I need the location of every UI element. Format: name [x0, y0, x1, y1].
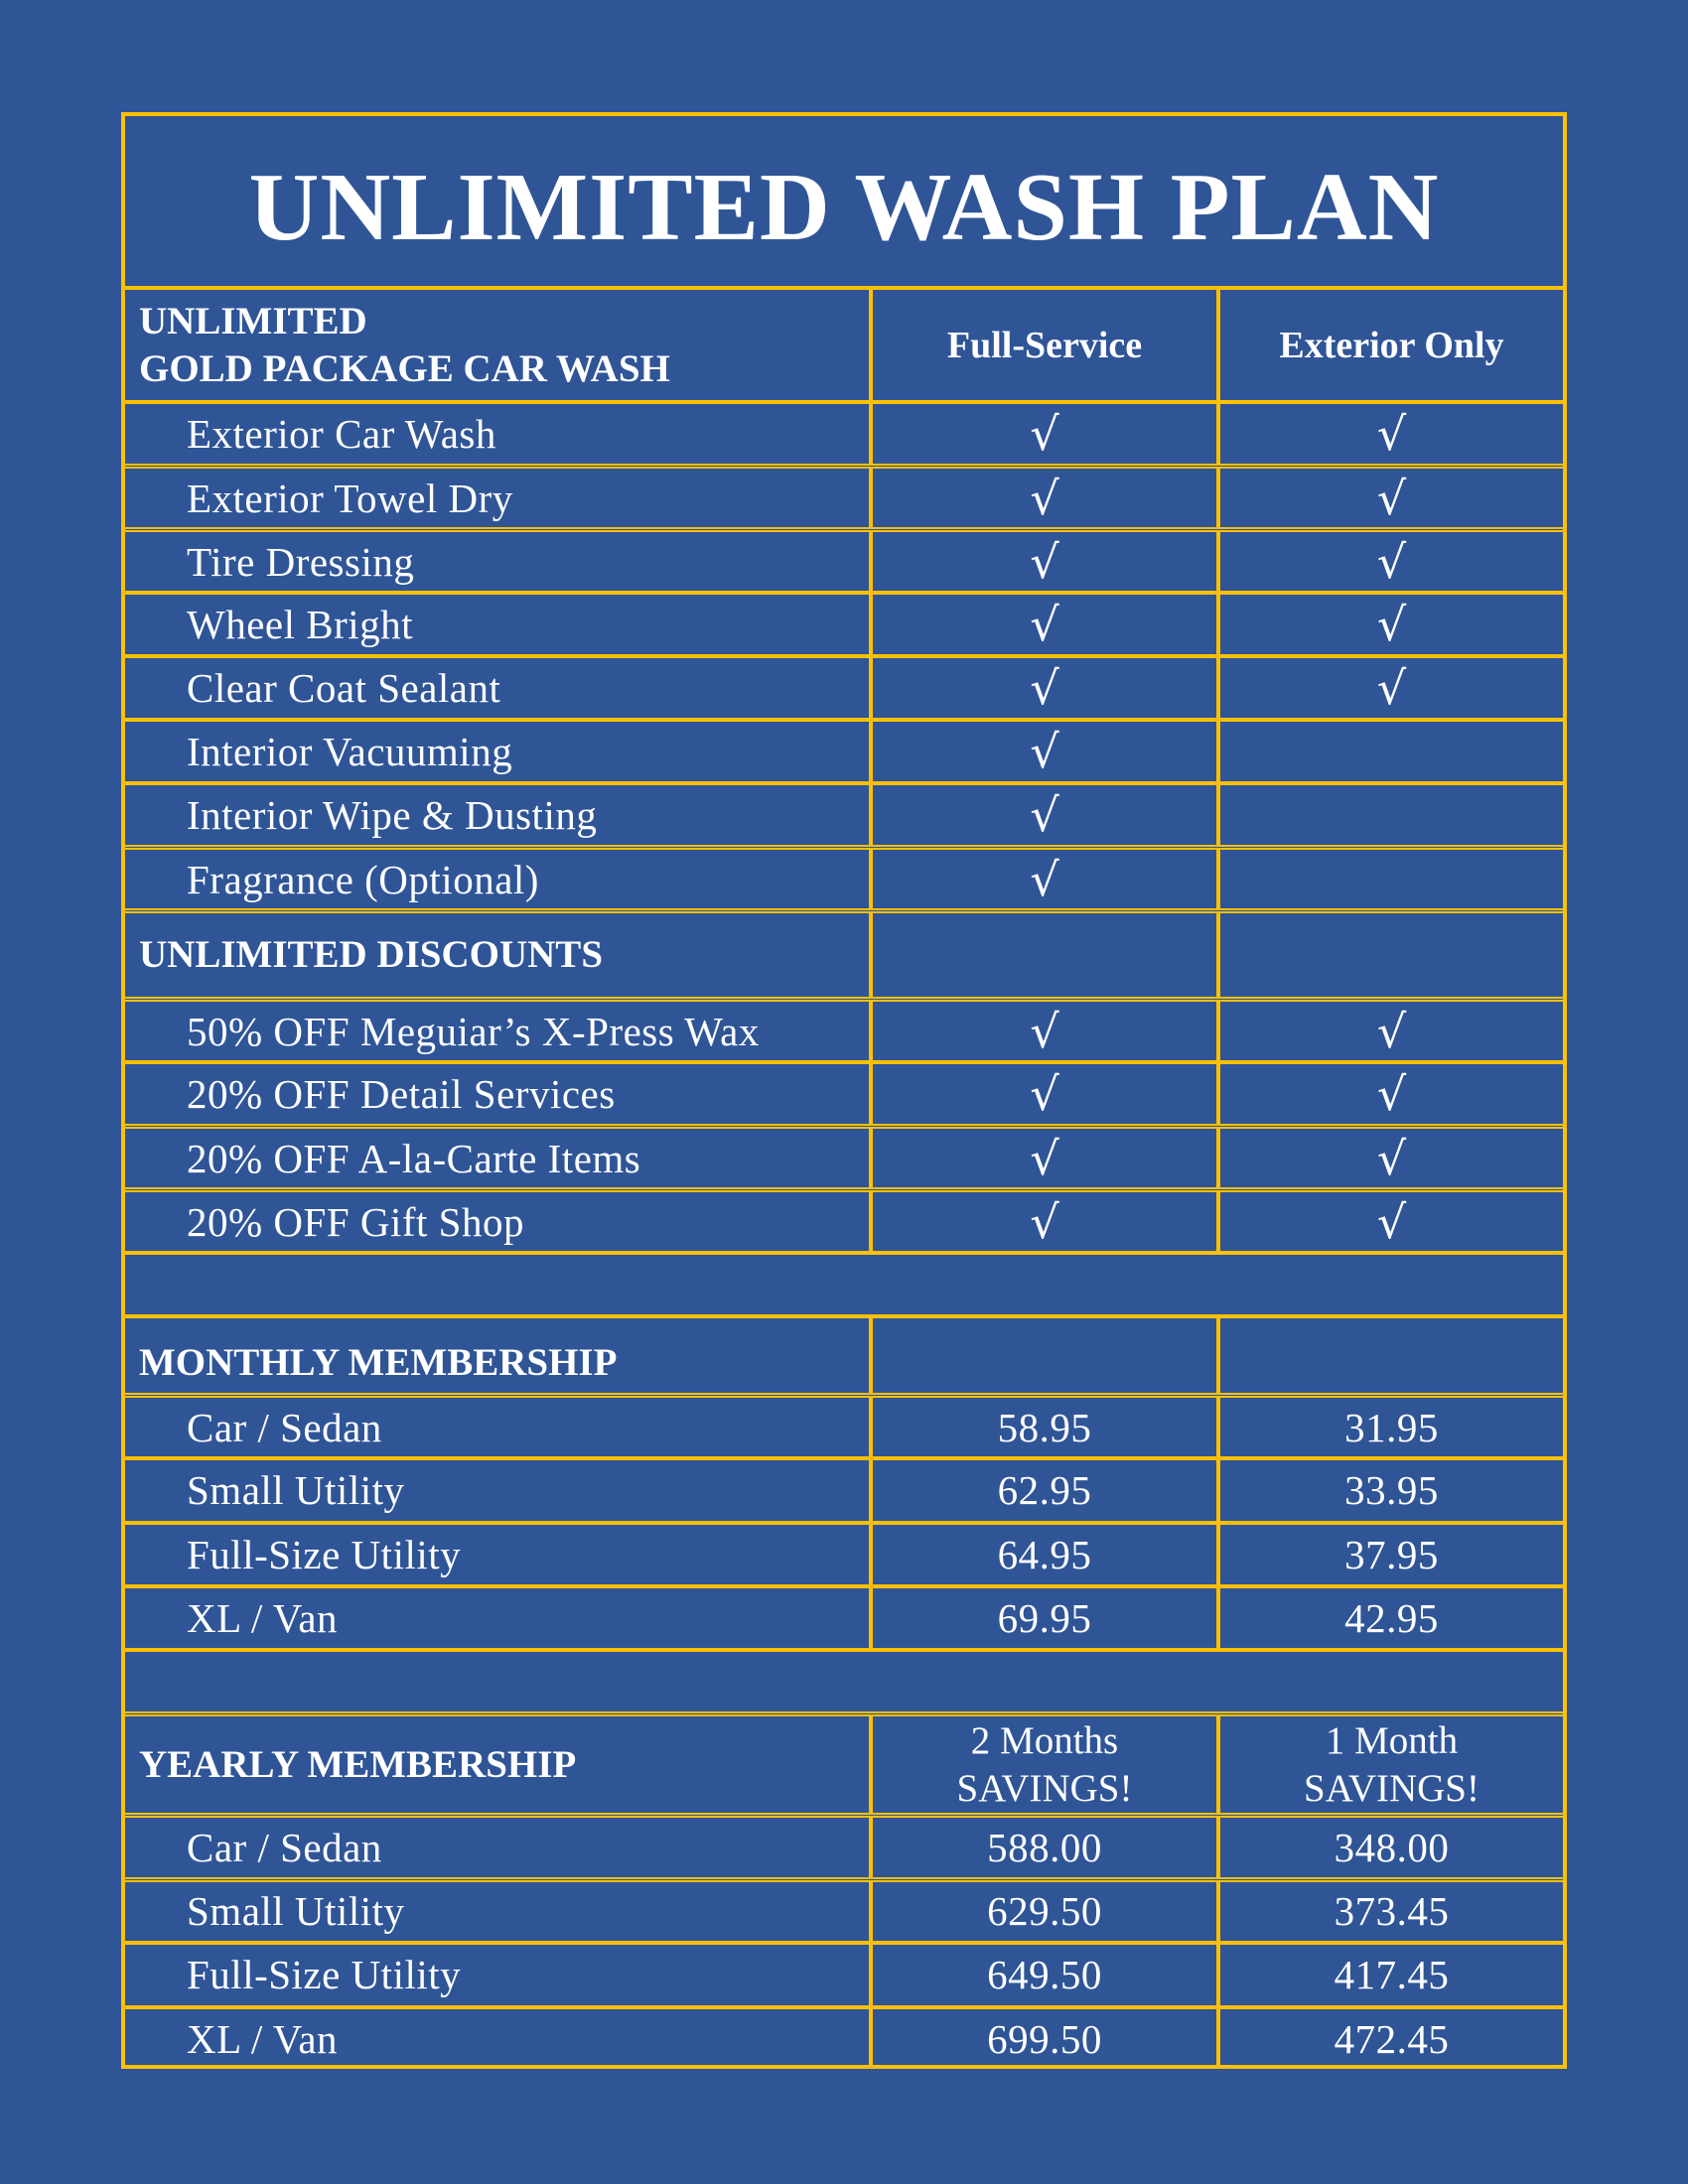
check-icon: √	[1216, 532, 1563, 591]
package-heading-line1: UNLIMITED	[139, 299, 367, 342]
feature-label: Clear Coat Sealant	[187, 665, 501, 711]
yearly-full-note-line1: 2 Months	[970, 1718, 1119, 1762]
feature-row	[125, 718, 1563, 781]
check-icon: √	[869, 658, 1216, 718]
check-icon: √	[869, 1129, 1216, 1187]
feature-label: Interior Wipe & Dusting	[187, 792, 598, 838]
yearly-exterior-price: 417.45	[1216, 1945, 1563, 2005]
monthly-exterior-price: 37.95	[1216, 1525, 1563, 1584]
yearly-heading: YEARLY MEMBERSHIP	[139, 1742, 577, 1786]
monthly-heading-full-cell	[869, 1318, 1216, 1393]
monthly-full-price: 62.95	[869, 1460, 1216, 1520]
yearly-exterior-note-line1: 1 Month	[1325, 1718, 1459, 1762]
discount-row	[125, 1187, 1563, 1251]
feature-row	[125, 654, 1563, 718]
monthly-row	[125, 1393, 1563, 1456]
check-icon: √	[1216, 1064, 1563, 1124]
column-header-row	[125, 286, 1563, 400]
monthly-label: Car / Sedan	[187, 1404, 382, 1450]
check-icon: √	[869, 1002, 1216, 1060]
column-full-service: Full-Service	[869, 290, 1216, 400]
feature-label: Exterior Car Wash	[187, 411, 496, 457]
monthly-label: Full-Size Utility	[187, 1531, 462, 1577]
yearly-full-price: 629.50	[869, 1882, 1216, 1942]
yearly-exterior-price: 472.45	[1216, 2009, 1563, 2070]
column-exterior-only: Exterior Only	[1216, 290, 1563, 400]
yearly-exterior-note	[1216, 1716, 1563, 1813]
title-row	[125, 116, 1563, 286]
discount-row	[125, 1060, 1563, 1124]
check-icon: √	[869, 469, 1216, 527]
discounts-heading-row	[125, 908, 1563, 997]
check-icon: √	[869, 595, 1216, 654]
yearly-label: XL / Van	[187, 2015, 339, 2062]
check-icon: √	[869, 404, 1216, 464]
monthly-full-price: 58.95	[869, 1398, 1216, 1456]
monthly-exterior-price: 42.95	[1216, 1588, 1563, 1648]
yearly-label: Car / Sedan	[187, 1824, 382, 1870]
wash-plan-table	[121, 112, 1567, 2069]
feature-label: Wheel Bright	[187, 602, 414, 647]
yearly-row	[125, 1941, 1563, 2005]
yearly-exterior-price: 348.00	[1216, 1818, 1563, 1877]
yearly-row	[125, 1813, 1563, 1877]
spacer-cell	[125, 1652, 1563, 1711]
check-icon: √	[869, 850, 1216, 908]
feature-row	[125, 464, 1563, 527]
yearly-full-note	[869, 1716, 1216, 1813]
check-icon: √	[1216, 595, 1563, 654]
discounts-heading: UNLIMITED DISCOUNTS	[139, 933, 604, 976]
spacer-row	[125, 1648, 1563, 1711]
check-icon: √	[869, 1064, 1216, 1124]
check-icon: √	[1216, 658, 1563, 718]
check-icon: √	[869, 785, 1216, 845]
empty-cell	[1216, 785, 1563, 845]
yearly-full-note-line2: SAVINGS!	[956, 1766, 1133, 1810]
feature-row	[125, 845, 1563, 908]
yearly-row	[125, 2005, 1563, 2070]
monthly-heading-exterior-cell	[1216, 1318, 1563, 1393]
monthly-heading-row	[125, 1314, 1563, 1393]
package-heading-line2: GOLD PACKAGE CAR WASH	[139, 346, 670, 390]
discount-label: 20% OFF Detail Services	[187, 1071, 616, 1117]
monthly-heading: MONTHLY MEMBERSHIP	[139, 1340, 618, 1384]
yearly-label: Small Utility	[187, 1888, 405, 1935]
yearly-heading-row	[125, 1711, 1563, 1813]
yearly-exterior-price: 373.45	[1216, 1882, 1563, 1942]
check-icon: √	[869, 722, 1216, 781]
monthly-label: Small Utility	[187, 1467, 405, 1514]
yearly-row	[125, 1877, 1563, 1942]
empty-cell	[1216, 850, 1563, 908]
check-icon: √	[869, 532, 1216, 591]
feature-row	[125, 400, 1563, 464]
feature-label: Fragrance (Optional)	[187, 856, 539, 902]
feature-row	[125, 527, 1563, 591]
monthly-exterior-price: 33.95	[1216, 1460, 1563, 1520]
discount-label: 20% OFF Gift Shop	[187, 1198, 524, 1245]
monthly-row	[125, 1456, 1563, 1520]
discount-label: 20% OFF A-la-Carte Items	[187, 1135, 641, 1181]
discounts-heading-full-cell	[869, 913, 1216, 997]
monthly-full-price: 69.95	[869, 1588, 1216, 1648]
discounts-heading-exterior-cell	[1216, 913, 1563, 997]
feature-row	[125, 781, 1563, 845]
discount-row	[125, 1124, 1563, 1187]
feature-row	[125, 591, 1563, 654]
yearly-full-price: 588.00	[869, 1818, 1216, 1877]
yearly-exterior-note-line2: SAVINGS!	[1304, 1766, 1479, 1810]
check-icon: √	[1216, 1192, 1563, 1251]
spacer-cell	[125, 1255, 1563, 1314]
package-heading	[125, 290, 869, 400]
monthly-row	[125, 1584, 1563, 1648]
empty-cell	[1216, 722, 1563, 781]
check-icon: √	[1216, 469, 1563, 527]
discount-row	[125, 997, 1563, 1060]
page-title: UNLIMITED WASH PLAN	[248, 153, 1440, 261]
monthly-row	[125, 1521, 1563, 1584]
check-icon: √	[869, 1192, 1216, 1251]
monthly-label: XL / Van	[187, 1594, 339, 1641]
check-icon: √	[1216, 404, 1563, 464]
spacer-row	[125, 1251, 1563, 1314]
discount-label: 50% OFF Meguiar’s X-Press Wax	[187, 1008, 760, 1054]
feature-label: Tire Dressing	[187, 538, 415, 585]
monthly-exterior-price: 31.95	[1216, 1398, 1563, 1456]
yearly-full-price: 649.50	[869, 1945, 1216, 2005]
check-icon: √	[1216, 1129, 1563, 1187]
yearly-label: Full-Size Utility	[187, 1952, 462, 1998]
feature-label: Interior Vacuuming	[187, 729, 513, 774]
monthly-full-price: 64.95	[869, 1525, 1216, 1584]
check-icon: √	[1216, 1002, 1563, 1060]
yearly-full-price: 699.50	[869, 2009, 1216, 2070]
feature-label: Exterior Towel Dry	[187, 475, 513, 521]
